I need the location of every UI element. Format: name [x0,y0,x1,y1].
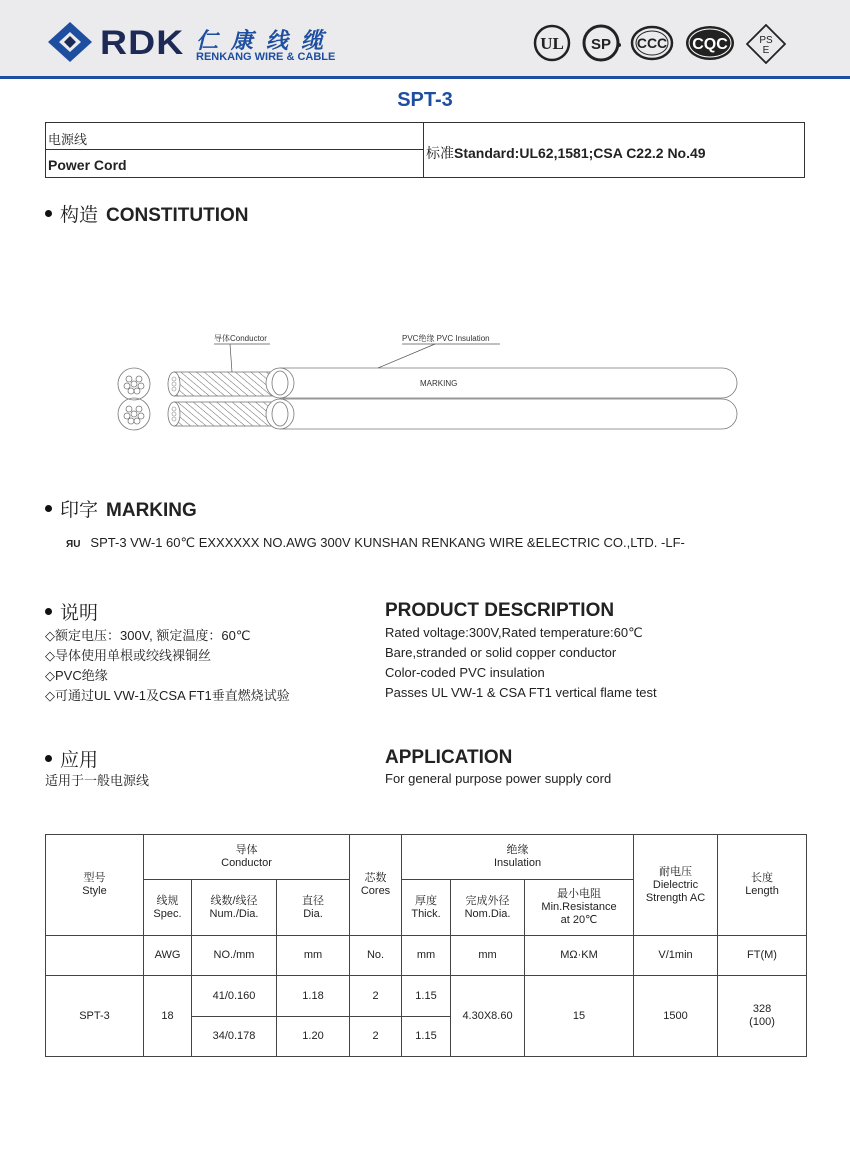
th-conductor-cn: 导体 [235,844,258,856]
th-length-en: Length [745,885,779,897]
unit-thick: mm [402,936,451,976]
description-item-en: Rated voltage:300V,Rated temperature:60℃ [385,625,643,640]
description-item-cn: ◇PVC绝缘 [45,668,108,683]
th-spec [144,880,192,936]
description-heading-cn [45,598,98,625]
th-resistance-cn: 最小电阻 [557,888,602,900]
marking-title-cn: 印字 [60,500,99,521]
product-name-cn: 电源线 [46,123,423,150]
unit-style [46,936,144,976]
th-dielectric-cn: 耐电压 [659,865,693,878]
marking-text: SPT-3 VW-1 60℃ EXXXXXX NO.AWG 300V KUNSHAN RENKANG WIRE &ELECTRIC CO.,LTD. -LF- [90,535,685,550]
th-length-cn: 长度 [751,872,774,884]
th-length [718,835,807,936]
cell-style: SPT-3 [46,976,144,1057]
marking-text-line [66,535,685,551]
application-title-en: APPLICATION [385,747,513,768]
heading-table [45,122,805,178]
description-title-cn: 说明 [60,603,99,624]
table-row [46,976,807,1017]
cell-length-m: (100) [749,1016,775,1028]
th-insulation-en: Insulation [493,857,542,869]
unit-nomdia: mm [451,936,525,976]
bullet-icon [45,608,52,615]
label-conductor: 导体Conductor [214,334,267,343]
th-style-cn: 型号 [83,872,106,884]
cell-resistance: 15 [525,976,634,1057]
description-item-en: Passes UL VW-1 & CSA FT1 vertical flame test [385,685,657,700]
th-resistance-en2: at 20℃ [560,914,598,926]
cell-num: 41/0.160 [192,976,277,1017]
svg-text:PS: PS [759,35,773,46]
cqc-cert-icon [684,24,736,62]
header-rule [0,76,850,79]
cell-num: 34/0.178 [192,1017,277,1057]
cable-diagram [110,326,742,434]
th-num-en: Num./Dia. [209,907,259,920]
th-nomdia [451,880,525,936]
ccc-cert-icon [630,24,674,62]
th-spec-en: Spec. [153,907,182,920]
cell-length-ft: 328 [752,1003,772,1015]
cell-cores: 2 [350,1017,402,1057]
pse-cert-icon [746,24,786,64]
ur-mark-icon: ЯU [66,539,81,550]
description-item-cn: ◇导体使用单根或绞线裸铜丝 [45,648,211,663]
csa-cert-icon [582,24,622,62]
constitution-title-en: CONSTITUTION [106,205,249,226]
standard-label: 标准 [426,145,454,161]
page-title: SPT-3 [397,89,453,111]
marking-title-en: MARKING [106,500,197,521]
unit-spec: AWG [144,936,192,976]
cell-dia: 1.20 [277,1017,350,1057]
label-insulation: PVC绝缘 PVC Insulation [402,334,490,343]
svg-text:UL: UL [540,34,564,53]
cell-length [718,976,807,1057]
th-num-cn: 线数/线径 [210,894,258,907]
heading-left-cell [46,123,424,177]
th-conductor [144,835,350,880]
unit-dielectric: V/1min [634,936,718,976]
th-resistance [525,880,634,936]
standard-value: Standard:UL62,1581;CSA C22.2 No.49 [454,145,706,161]
description-title-en: PRODUCT DESCRIPTION [385,600,615,621]
th-spec-cn: 线规 [156,894,179,907]
th-resistance-en: Min.Resistance [541,901,617,913]
application-text-cn: 适用于一般电源线 [45,773,150,788]
th-thick [402,880,451,936]
units-row [46,936,807,976]
th-num [192,880,277,936]
description-item-cn: ◇额定电压：300V, 额定温度：60℃ [45,628,251,643]
unit-length: FT(M) [718,936,807,976]
standard-cell [426,143,706,163]
th-dia [277,880,350,936]
cell-cores: 2 [350,976,402,1017]
description-item-cn: ◇可通过UL VW-1及CSA FT1垂直燃烧试验 [45,688,290,703]
th-conductor-en: Conductor [221,857,272,869]
unit-dia: mm [277,936,350,976]
constitution-title-cn: 构造 [60,205,99,226]
unit-cores: No. [350,936,402,976]
marking-heading [45,495,197,522]
th-dielectric-en: Dielectric [652,878,699,891]
constitution-heading [45,200,249,227]
svg-text:SP: SP [590,36,612,53]
th-thick-en: Thick. [411,907,441,920]
cell-thick: 1.15 [402,1017,451,1057]
application-title-cn: 应用 [60,750,99,771]
label-marking: MARKING [420,379,458,388]
th-cores-en: Cores [360,885,391,897]
product-name-en: Power Cord [48,157,127,173]
brand-name-cn: 仁康线缆 [196,28,337,53]
th-style-en: Style [82,885,107,897]
th-style [46,835,144,936]
svg-text:CCC: CCC [636,35,668,51]
ul-cert-icon [533,24,571,62]
unit-num: NO./mm [192,936,277,976]
th-cores-cn: 芯数 [364,872,387,884]
unit-resistance: MΩ·KM [525,936,634,976]
th-dia-en: Dia. [303,907,323,920]
th-thick-cn: 厚度 [415,894,438,907]
spec-table [45,834,807,1057]
brand-name-en: RENKANG WIRE & CABLE [196,51,336,63]
th-nomdia-cn: 完成外径 [465,894,510,907]
cell-dielectric: 1500 [634,976,718,1057]
th-nomdia-en: Nom.Dia. [464,907,511,920]
cell-thick: 1.15 [402,976,451,1017]
cell-spec: 18 [144,976,192,1057]
th-cores [350,835,402,936]
logo-text: RDK [100,24,185,62]
th-dia-cn: 直径 [302,894,324,907]
th-insulation-cn: 绝缘 [506,844,529,856]
th-dielectric-en2: Strength AC [645,891,706,904]
svg-text:CQC: CQC [692,36,728,53]
bullet-icon [45,755,52,762]
cell-dia: 1.18 [277,976,350,1017]
bullet-icon [45,505,52,512]
pvc-insulation [266,368,737,429]
th-insulation [402,835,634,880]
cell-nomdia: 4.30X8.60 [451,976,525,1057]
description-item-en: Bare,stranded or solid copper conductor [385,645,617,660]
rdk-logo-icon [48,20,96,64]
bullet-icon [45,210,52,217]
cross-section-icon [118,368,150,430]
application-text-en: For general purpose power supply cord [385,771,612,786]
th-dielectric [634,835,718,936]
description-item-en: Color-coded PVC insulation [385,665,545,680]
svg-text:E: E [762,45,770,56]
application-heading-cn [45,745,98,772]
